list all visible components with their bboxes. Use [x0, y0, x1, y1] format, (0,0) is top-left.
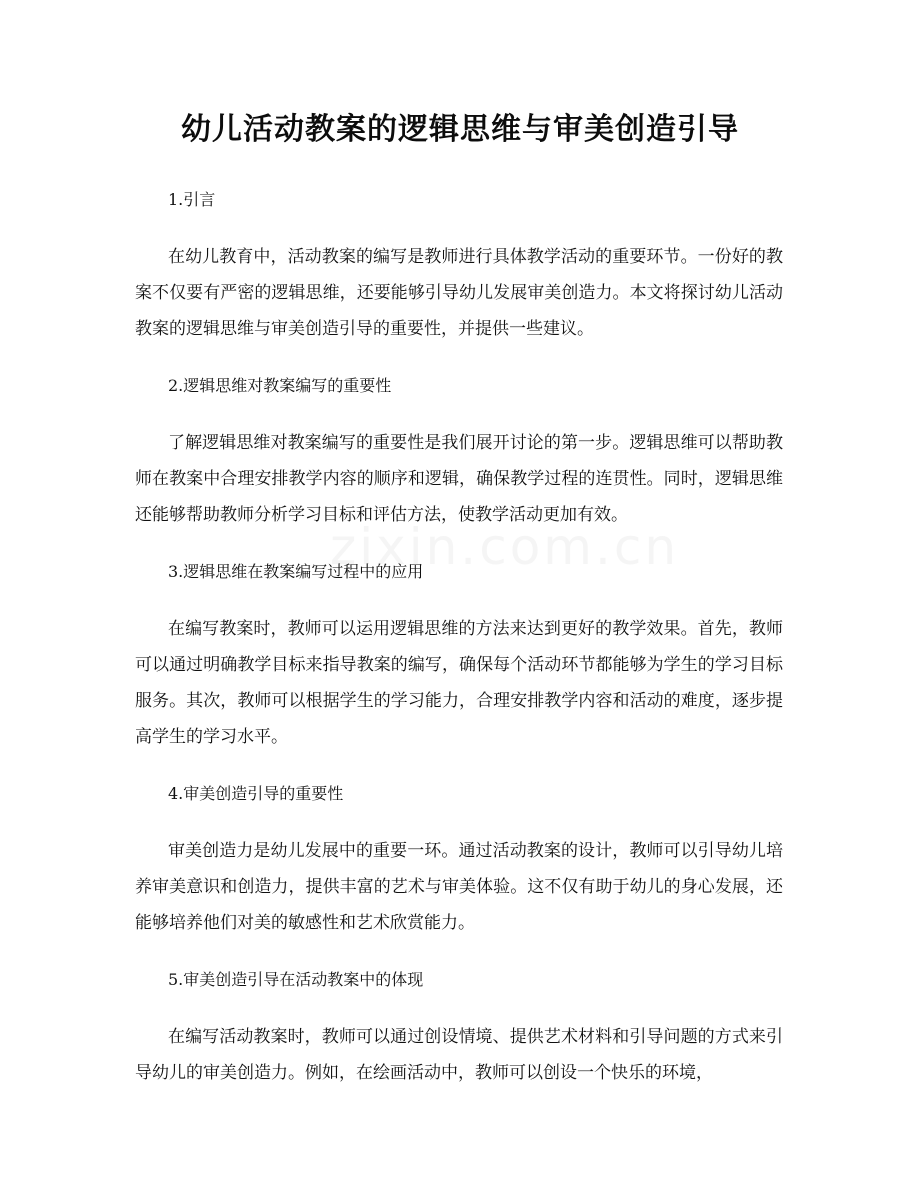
watermark: zixin.com.cn	[330, 518, 680, 576]
section-paragraph-logic-application: 在编写教案时，教师可以运用逻辑思维的方法来达到更好的教学效果。首先，教师可以通过明确教学目标来指导教案的编写，确保每个活动环节都能够为学生的学习目标服务。其次，教师可以根据学生的学习能力，合理安排教学内容和活动的难度，逐步提高学生的学习水平。	[135, 619, 783, 747]
section-paragraph-aesthetic-importance: 审美创造力是幼儿发展中的重要一环。通过活动教案的设计，教师可以引导幼儿培养审美意识和创造力，提供丰富的艺术与审美体验。这不仅有助于幼儿的身心发展，还能够培养他们对美的敏感性和艺术欣赏能力。	[135, 841, 783, 933]
section-heading-logic-application: 3.逻辑思维在教案编写过程中的应用	[168, 562, 424, 581]
section-heading-intro: 1.引言	[168, 190, 216, 209]
document-body	[135, 182, 783, 1091]
section-paragraph-aesthetic-embodiment: 在编写活动教案时，教师可以通过创设情境、提供艺术材料和引导问题的方式来引导幼儿的审美创造力。例如，在绘画活动中，教师可以创设一个快乐的环境，	[135, 1027, 783, 1083]
section-heading-aesthetic-importance: 4.审美创造引导的重要性	[168, 784, 344, 803]
section-paragraph-intro: 在幼儿教育中，活动教案的编写是教师进行具体教学活动的重要环节。一份好的教案不仅要有严密的逻辑思维，还要能够引导幼儿发展审美创造力。本文将探讨幼儿活动教案的逻辑思维与审美创造引导的重要性，并提供一些建议。	[135, 247, 783, 339]
section-heading-logic-importance: 2.逻辑思维对教案编写的重要性	[168, 376, 392, 395]
document-title: 幼儿活动教案的逻辑思维与审美创造引导	[181, 112, 739, 147]
section-heading-aesthetic-embodiment: 5.审美创造引导在活动教案中的体现	[168, 970, 424, 989]
section-paragraph-logic-importance: 了解逻辑思维对教案编写的重要性是我们展开讨论的第一步。逻辑思维可以帮助教师在教案中合理安排教学内容的顺序和逻辑，确保教学过程的连贯性。同时，逻辑思维还能够帮助教师分析学习目标和评估方法，使教学活动更加有效。	[135, 433, 783, 525]
